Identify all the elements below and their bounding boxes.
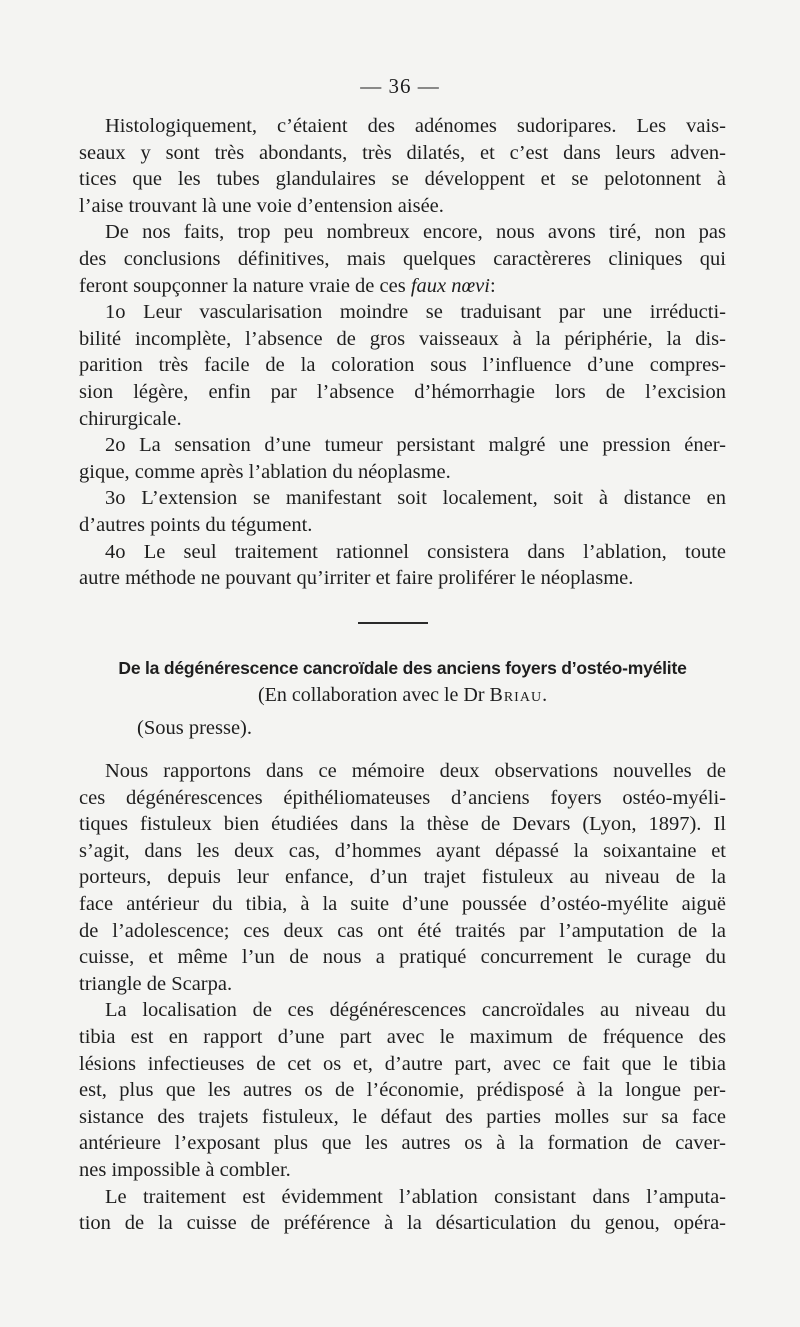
text-line [79,459,726,486]
line-text: de l’adolescence; ces deux cas ont été traités par l’amputation de la [79,919,726,942]
text-line [79,1077,726,1104]
line-text: est, plus que les autres os de l’économie, prédisposé à la longue per- [79,1079,726,1102]
section-heading: De la dégénérescence cancroïdale des anciens foyers d’ostéo-myélite [118,658,687,678]
text-line [79,273,726,300]
line-text: 2o La sensation d’une tumeur persistant malgré une pression éner- [105,434,726,457]
line-text: tibia est en rapport d’une part avec le maximum de fréquence des [79,1025,726,1048]
text-line [79,891,726,918]
text-line [79,432,726,459]
text-line [79,1157,726,1184]
press-status: (Sous presse). [137,717,253,739]
text-line [79,1051,726,1078]
section-divider [358,622,428,624]
text-line [79,1184,726,1211]
line-text: cuisse, et même l’un de nous a pratiqué concurrement le curage du [79,946,726,969]
text-line [79,113,726,140]
line-text: feront soupçonner la nature vraie de ces [79,274,411,297]
line-text: tices que les tubes glandulaires se développent et se pelotonnent à [79,168,726,191]
text-line [79,193,726,220]
line-text: Le traitement est évidemment l’ablation consistant dans l’amputa- [105,1185,726,1208]
text-line [79,1210,726,1237]
text-line [79,219,726,246]
line-text: bilité incomplète, l’absence de gros vaisseaux à la périphérie, la dis- [79,327,726,350]
line-text: chirurgicale. [79,407,182,430]
collab-suffix: . [542,684,548,706]
line-text: Histologiquement, c’étaient des adénomes sudoripares. Les vais- [105,115,726,137]
text-line [79,785,726,812]
collab-prefix: (En collaboration avec le Dr [257,684,490,706]
text-line [79,838,726,865]
line-text: face antérieur du tibia, à la suite d’une poussée d’ostéo-myélite aiguë [79,892,726,915]
text-line [79,1024,726,1051]
text-line [79,352,726,379]
line-text: 4o Le seul traitement rationnel consistera dans l’ablation, toute [105,540,726,563]
text-line [79,379,726,406]
line-text: ces dégénérescences épithéliomateuses d’anciens foyers ostéo-myéli- [79,786,726,809]
line-text: d’autres points du tégument. [79,513,313,536]
line-text: triangle de Scarpa. [79,972,233,995]
text-line [79,758,726,785]
text-line [79,299,726,326]
text-line [79,944,726,971]
line-text: gique, comme après l’ablation du néoplasme. [79,460,451,483]
text-line [79,997,726,1024]
line-text: 1o Leur vascularisation moindre se traduisant par une irréducti- [105,301,726,324]
line-text: De nos faits, trop peu nombreux encore, nous avons tiré, non pas [105,221,726,244]
line-text: nes impossible à combler. [79,1158,291,1181]
line-text: tion de la cuisse de préférence à la désarticulation du genou, opéra- [79,1212,726,1235]
line-text: autre méthode ne pouvant qu’irriter et faire proliférer le néoplasme. [79,567,634,590]
line-text: s’agit, dans les deux cas, d’hommes ayant dépassé la soixantaine et [79,839,726,862]
italic-term: faux nœvi [410,274,490,297]
page-number: — 36 — [360,74,440,98]
text-line [79,918,726,945]
text-line [79,1104,726,1131]
text-line [79,406,726,433]
text-line [79,512,726,539]
line-text: seaux y sont très abondants, très dilatés, et c’est dans leurs adven- [79,141,726,164]
collab-name: Briau [489,684,543,706]
collaboration-line [79,684,726,707]
line-text: antérieure l’exposant plus que les autres os à la formation de caver- [79,1132,726,1155]
line-text: sion légère, enfin par l’absence d’hémorrhagie lors de l’excision [79,380,726,403]
text-line [79,246,726,273]
line-text: porteurs, depuis leur enfance, d’un trajet fistuleux au niveau de la [79,866,726,889]
line-text: des conclusions définitives, mais quelques caractèreres cliniques qui [79,247,726,270]
text-line [79,539,726,566]
line-text: parition très facile de la coloration sous l’influence d’une compres- [79,354,726,377]
line-text: l’aise trouvant là une voie d’entension aisée. [79,194,444,217]
line-text: 3o L’extension se manifestant soit localement, soit à distance en [105,487,726,510]
text-line [79,166,726,193]
line-text: sistance des trajets fistuleux, le défaut des parties molles sur sa face [79,1105,726,1128]
text-line [79,811,726,838]
line-text: lésions infectieuses de cet os et, d’autre part, avec ce fait que le tibia [79,1052,726,1075]
text-line [79,1130,726,1157]
line-text: tiques fistuleux bien étudiées dans la thèse de Devars (Lyon, 1897). Il [79,813,726,836]
text-block-histology [79,113,726,592]
text-line [79,140,726,167]
text-line [79,864,726,891]
text-line [79,971,726,998]
line-suffix: : [489,274,496,297]
line-text: La localisation de ces dégénérescences cancroïdales au niveau du [105,999,726,1022]
text-block-degeneration [79,758,726,1237]
text-line [79,485,726,512]
text-line [79,326,726,353]
line-text: Nous rapportons dans ce mémoire deux observations nouvelles de [105,760,726,782]
text-line [79,565,726,592]
